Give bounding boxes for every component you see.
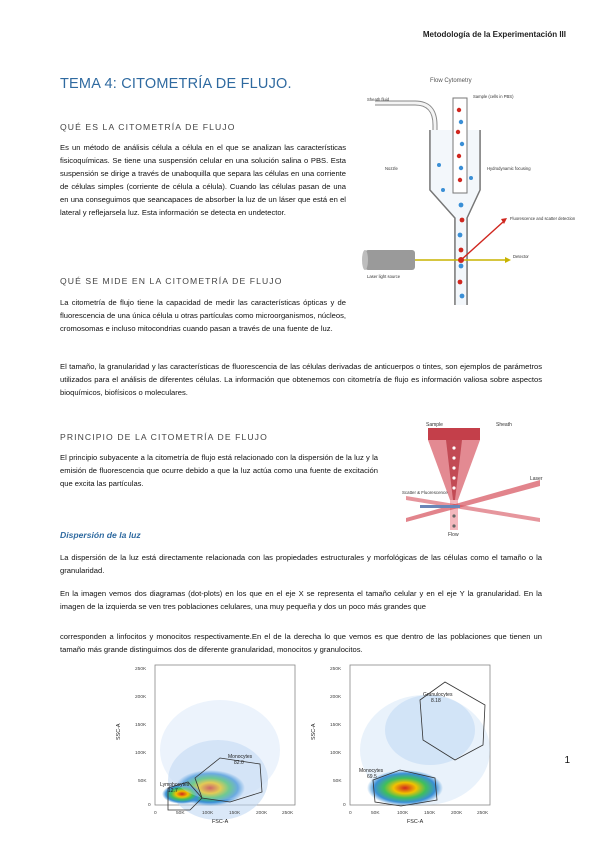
xtick: 150K	[229, 811, 241, 816]
y-axis-label-left: SSC-A	[116, 723, 122, 740]
subsection-text-dotplots-a: En la imagen vemos dos diagramas (dot-plots) en los que en el eje X se representa el tamaño celular y en el eje Y la granularidad. En la imagen de la izquierda se ven tres poblaciones celulares, una muy pequeña y dos un poco más grandes que	[60, 589, 542, 612]
gate-value-monocytes-right: 69.5	[367, 774, 377, 780]
dotplot-right	[305, 660, 505, 825]
section-text-principle: El principio subyacente a la citometría de flujo está relacionado con la dispersión de la luz y la emisión de fluorescencia que ocurre debido a que la luz actúa como una fuente de excitación que excita las partículas.	[60, 453, 378, 489]
x-axis-label-right: FSC-A	[407, 819, 424, 825]
label-laser: Laser light source	[367, 274, 401, 279]
label-scatter: Fluorescence and scatter detection	[510, 216, 576, 221]
label-sheath2: Sheath	[496, 422, 512, 428]
flow-cell-diagram	[400, 418, 550, 536]
ytick: 150K	[330, 723, 342, 728]
label-detector: Detector	[513, 254, 529, 259]
xtick: 200K	[451, 811, 463, 816]
label-hydrodynamic: Hydrodynamic focusing	[487, 166, 531, 171]
ytick: 50K	[138, 779, 147, 784]
ytick: 250K	[330, 667, 342, 672]
section-text-what-is: Es un método de análisis célula a célula en el que se analizan las características fisicoquímicas. Se tiene una suspensión celular en una solución salina o PBS. Esta suspensión se dirige a través de unaboquilla que separa las células en una corriente de células simples (corriente de célula a célula). Cuando las células pasan de una en una conseguimos que seancapaces de absorber la luz de un láser que está en el lateral y reflejarsela luz. Esta información se detecta en undetector.	[60, 143, 346, 218]
x-axis-label-left: FSC-A	[212, 819, 229, 825]
label-nozzle: Nozzle	[385, 166, 398, 171]
laser-source	[365, 250, 415, 270]
section-text-what-measured-2: El tamaño, la granularidad y las características de fluorescencia de las células derivadas de anticuerpos o tintes, son ejemplos de parámetros utilizados para el análisis de diferentes células. La información que obtenemos con citometría de flujo es información valiosa sobre aspectos bioquímicos, biofísicos o moleculares.	[60, 362, 542, 398]
gate-value-granulocytes-right: 8.18	[431, 698, 441, 704]
subsection-text-scatter: La dispersión de la luz está directamente relacionada con las propiedades estructurales y morfológicas de las células como el tamaño o la granularidad.	[60, 553, 542, 576]
page-number: 1	[564, 755, 570, 766]
ytick: 250K	[135, 667, 147, 672]
label-laser2: Laser	[530, 476, 543, 482]
section-heading-principle: PRINCIPIO DE LA CITOMETRÍA DE FLUJO	[60, 432, 268, 442]
section-heading-what-is: QUÉ ES LA CITOMETRÍA DE FLUJO	[60, 122, 236, 132]
y-axis-label-right: SSC-A	[311, 723, 317, 740]
gate-label-monocytes-left: Monocytes	[228, 754, 253, 760]
page-title: TEMA 4: CITOMETRÍA DE FLUJO.	[60, 76, 292, 92]
dotplot-left	[110, 660, 310, 825]
section-heading-what-measured: QUÉ SE MIDE EN LA CITOMETRÍA DE FLUJO	[60, 276, 283, 286]
diagram-title: Flow Cytometry	[430, 78, 472, 84]
ytick: 100K	[135, 751, 147, 756]
flow-cytometry-diagram	[355, 70, 576, 330]
ytick: 200K	[330, 695, 342, 700]
xtick: 100K	[397, 811, 409, 816]
xtick: 250K	[477, 811, 489, 816]
xtick: 200K	[256, 811, 268, 816]
section-text-what-measured: La citometría de flujo tiene la capacidad de medir las características ópticas y de fluorescencia de una única célula u otras partículas como microorganismos, núcleos, cromosomas e incluso mitocondrias cuando pasan a través de una fuente de luz.	[60, 298, 346, 334]
label-sample2: Sample	[426, 422, 443, 428]
label-sheath: Sheath fluid	[367, 97, 390, 102]
label-flow2: Flow	[448, 532, 459, 538]
xtick: 100K	[202, 811, 214, 816]
xtick: 50K	[371, 811, 380, 816]
running-header: Metodología de la Experimentación III	[422, 30, 566, 39]
subsection-heading-scatter: Dispersión de la luz	[60, 530, 141, 540]
ytick: 0	[343, 803, 346, 808]
xtick: 0	[154, 811, 157, 816]
xtick: 0	[349, 811, 352, 816]
ytick: 0	[148, 803, 151, 808]
xtick: 50K	[176, 811, 185, 816]
gate-value-lymphocytes-left: 12.7	[168, 788, 178, 794]
gate-label-lymphocytes-left: Lymphocytes	[160, 782, 190, 788]
label-scatter2: Scatter & Fluorescence	[402, 490, 448, 495]
xtick: 250K	[282, 811, 294, 816]
gate-label-granulocytes-right: Granulocytes	[423, 692, 453, 698]
ytick: 100K	[330, 751, 342, 756]
ytick: 50K	[333, 779, 342, 784]
gate-label-monocytes-right: Monocytes	[359, 768, 384, 774]
ytick: 150K	[135, 723, 147, 728]
subsection-text-dotplots-b: corresponden a linfocitos y monocitos respectivamente.En el de la derecha lo que vemos es que dentro de las poblaciones que tienen un tamaño más grande distinguimos dos de diferente granularidad, monocitos y granulocitos.	[60, 632, 542, 655]
ytick: 200K	[135, 695, 147, 700]
gate-value-monocytes-left: 82.0	[234, 760, 244, 766]
xtick: 150K	[424, 811, 436, 816]
label-sample: Sample (cells in PBS)	[473, 94, 514, 99]
